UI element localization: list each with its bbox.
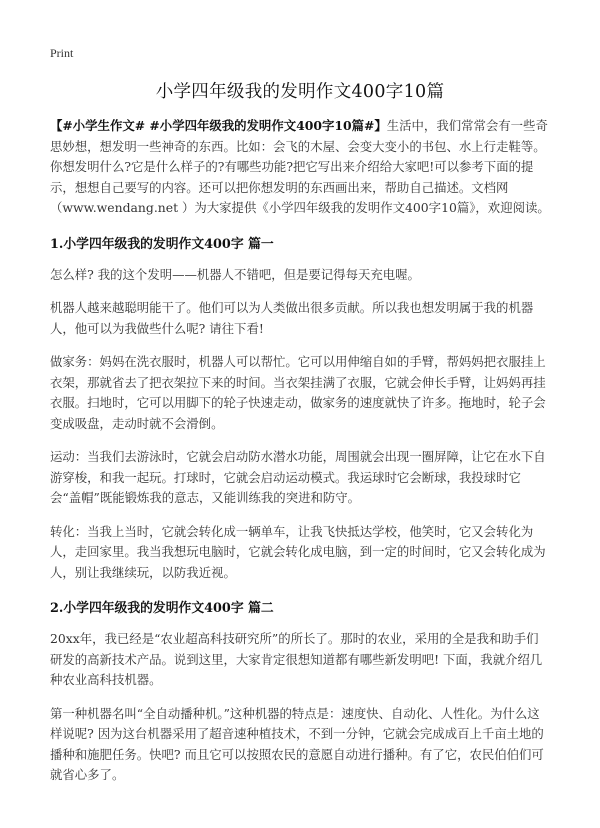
section-heading: 2.小学四年级我的发明作文400字 篇二	[50, 601, 274, 616]
section-paragraph: 怎么样? 我的这个发明——机器人不错吧，但是要记得每天充电喔。	[50, 266, 420, 282]
intro-text: 生活中，我们常常会有一些奇思妙想，想发明一些神奇的东西。比如：会飞的木屋、会变大变小的书包、水上行走鞋等。你想发明什么?它是什么样子的?有哪些功能?把它写出来介绍给大家吧!可以参考下面的提示，想想自己要写的内容。还可以把你想发明的东西画出来，帮助自己描述。文档网（www.wendang.net ）为大家提供《小学四年级我的发明作文400字10篇》，欢迎阅读。	[50, 118, 550, 215]
article-body	[50, 116, 550, 786]
section-paragraph: 20xx年，我已经是“农业超高科技研究所”的所长了。那时的农业，采用的全是我和助手们研发的高新技术产品。说到这里，大家肯定很想知道都有哪些新发明吧! 下面，我就介绍几种农业高科技机器。	[50, 631, 543, 687]
print-link[interactable]: Print	[50, 46, 74, 60]
page-title: 小学四年级我的发明作文400字10篇	[155, 82, 445, 102]
section-paragraph: 机器人越来越聪明能干了。他们可以为人类做出很多贡献。所以我也想发明属于我的机器人，他可以为我做些什么呢? 请往下看!	[50, 300, 534, 336]
section-paragraph: 运动：当我们去游泳时，它就会启动防水潜水功能，周围就会出现一圈屏障，让它在水下自游穿梭，和我一起玩。打球时，它就会启动运动模式。我运球时它会断球，我投球时它会“盖帽”既能锻炼我的意志，又能训练我的突进和防守。	[50, 449, 546, 505]
section-paragraph: 做家务：妈妈在洗衣服时，机器人可以帮忙。它可以用伸缩自如的手臂，帮妈妈把衣服挂上衣架，那就省去了把衣架拉下来的时间。当衣架挂满了衣服，它就会伸长手臂，让妈妈再挂衣服。扫地时，它可以用脚下的轮子快速走动，做家务的速度就快了许多。拖地时，轮子会变成吸盘，走动时就不会滑倒。	[50, 354, 546, 431]
section-paragraph: 转化：当我上当时，它就会转化成一辆单车，让我飞快抵达学校，他笑时，它又会转化为人，走回家里。我当我想玩电脑时，它就会转化成电脑，到一定的时间时，它又会转化成为人，别让我继续玩，以防我近视。	[50, 523, 546, 580]
section-heading: 1.小学四年级我的发明作文400字 篇一	[50, 236, 274, 252]
section-paragraph: 第一种机器名叫“全自动播种机。”这种机器的特点是：速度快、自动化、人性化。为什么这样说呢? 因为这台机器采用了超音速种植技术，不到一分钟，它就会完成成百上千亩土地的播种和施肥任务。快吧? 而且它可以按照农民的意愿自动进行播种。有了它，农民伯伯们可就省心多了。	[50, 705, 544, 782]
intro-paragraph	[50, 116, 550, 219]
intro-tag: 【#小学生作文# #小学四年级我的发明作文400字10篇#】	[50, 118, 387, 133]
